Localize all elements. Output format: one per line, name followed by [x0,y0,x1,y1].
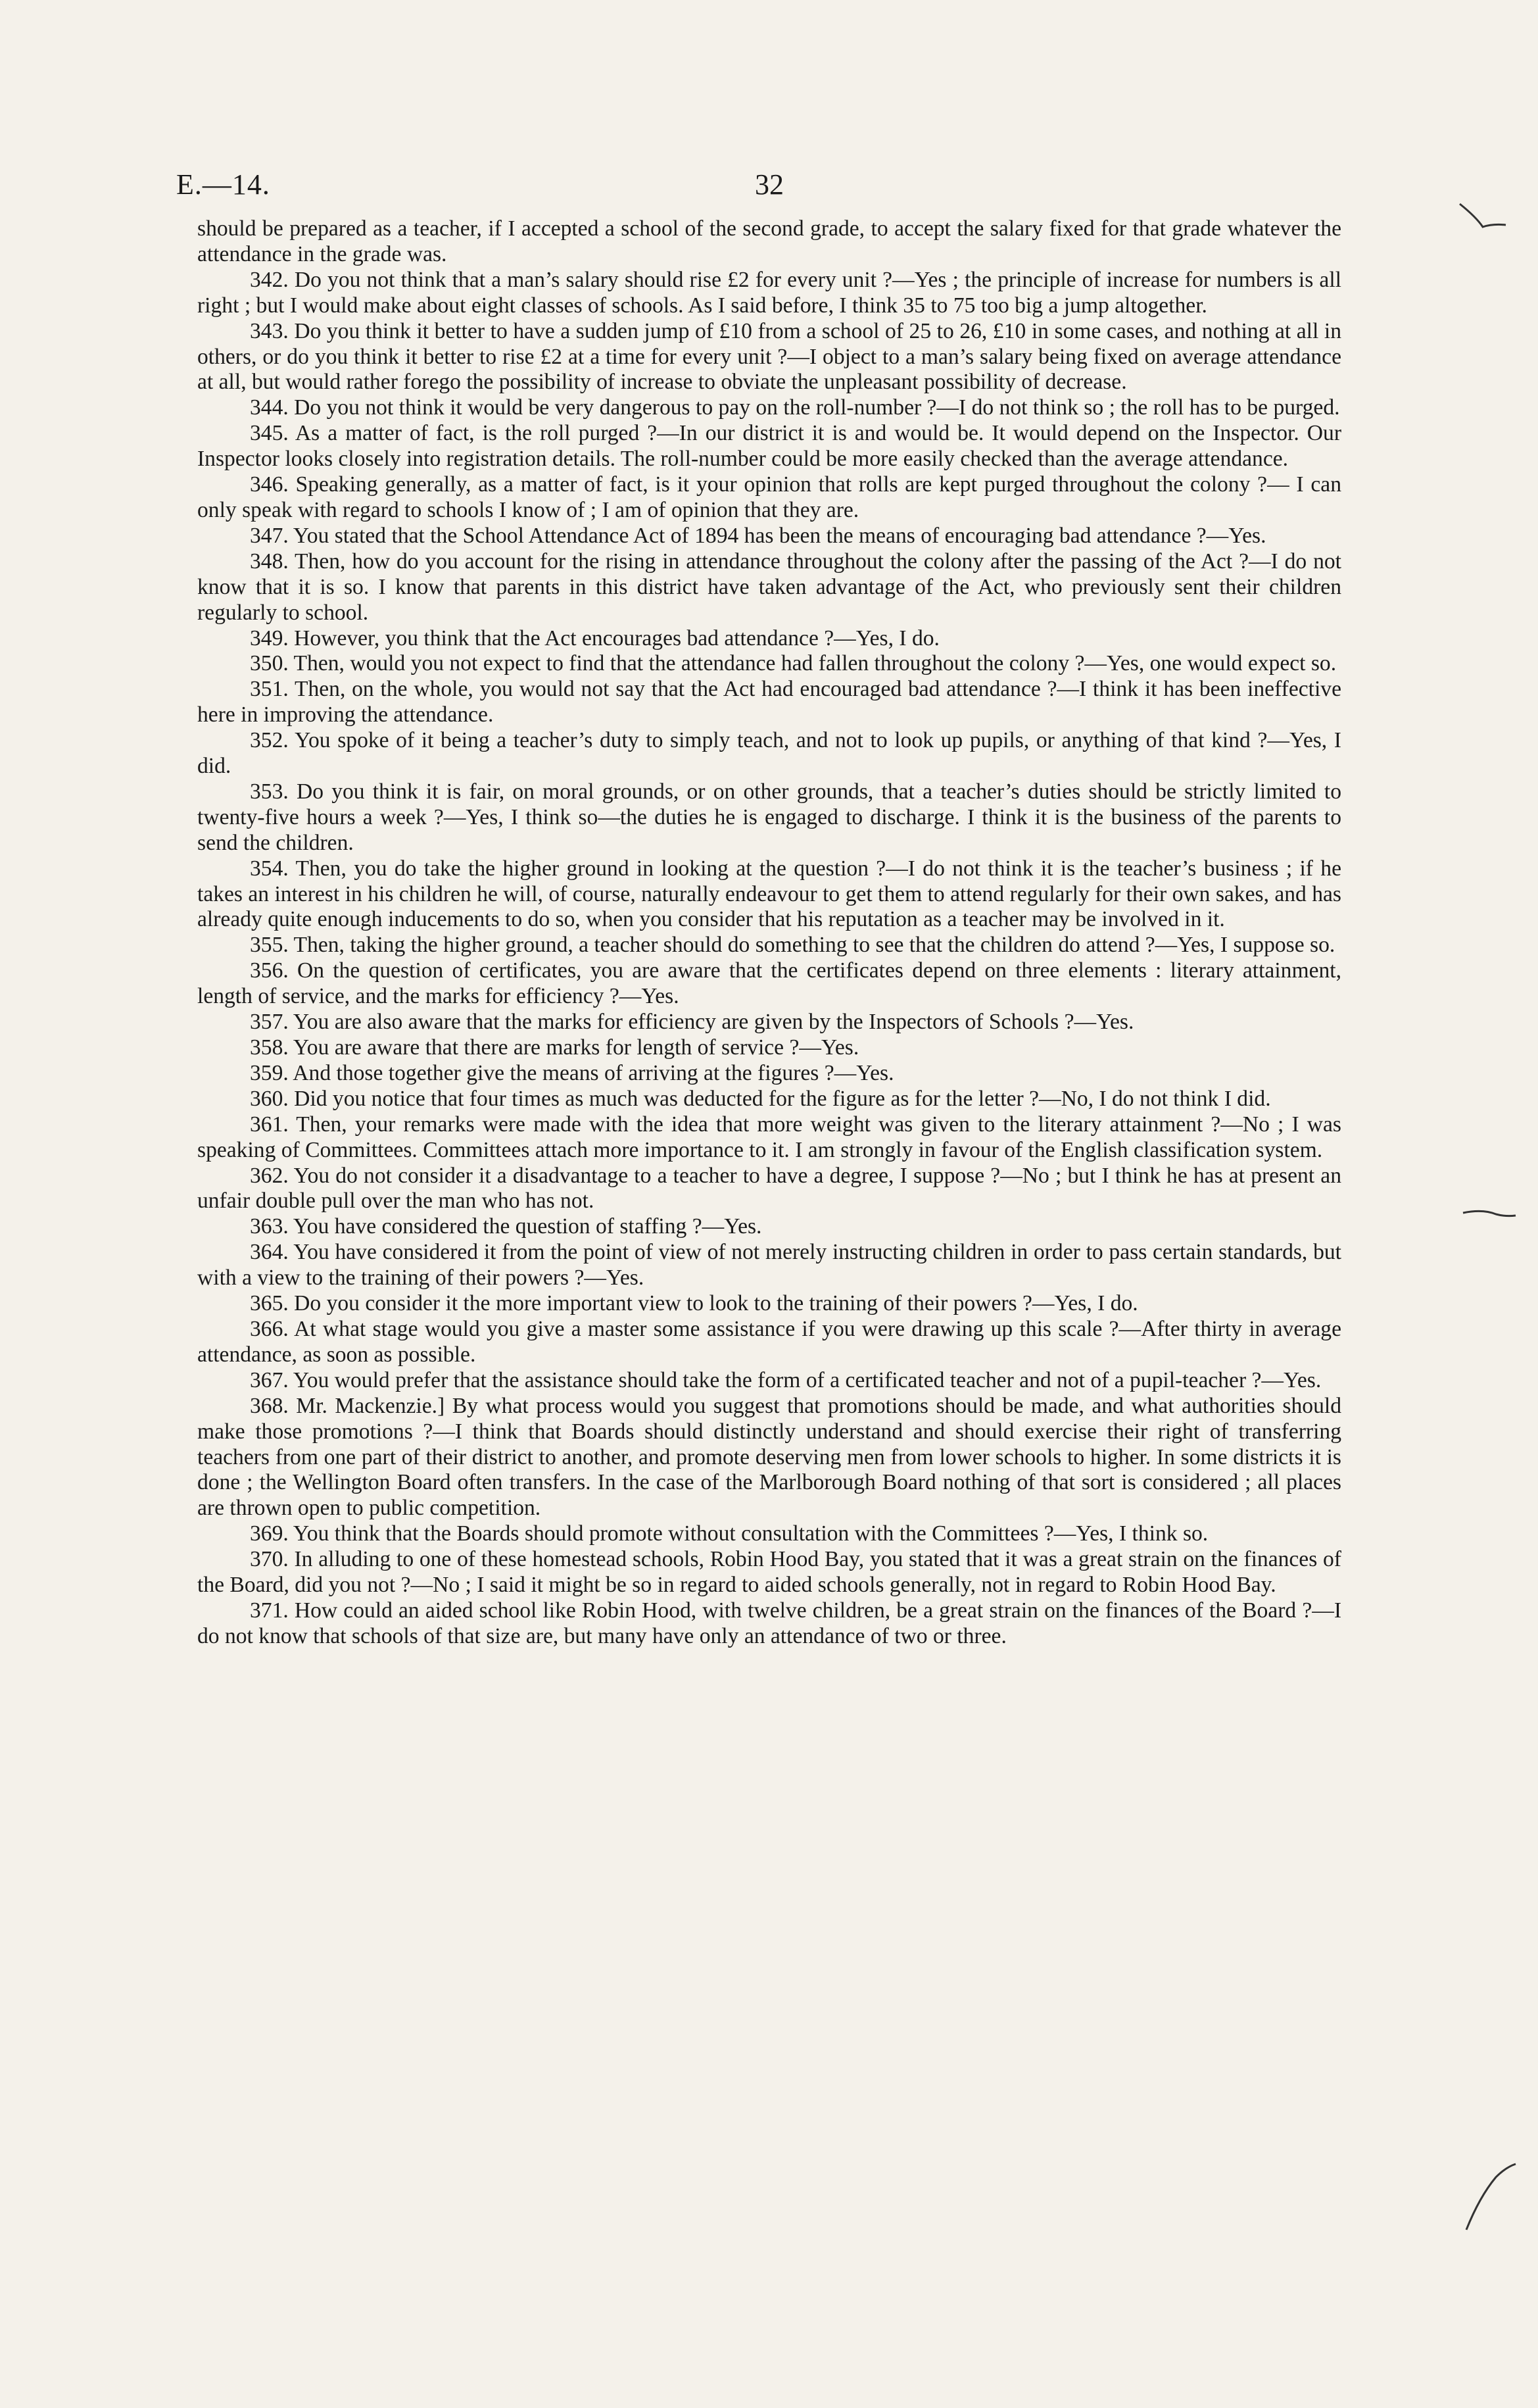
question-371: 371. How could an aided school like Robin Hood, with twelve children, be a great strain on the finances of the Board ?—I do not know that schools of that size are, but many have only an attendance of two or three. [197,1598,1341,1648]
question-344: 344. Do you not think it would be very dangerous to pay on the roll-number ?—I do not think so ; the roll has to be purged. [250,395,1340,420]
question-362: 362. You do not consider it a disadvantage to a teacher to have a degree, I suppose ?—No ; but I think he has at present an unfair double pull over the man who has not. [197,1163,1341,1214]
question-357: 357. You are also aware that the marks for efficiency are given by the Inspectors of Schools ?—Yes. [250,1010,1134,1035]
question-364: 364. You have considered it from the point of view of not merely instructing children in order to pass certain standards, but with a view to the training of their powers ?—Yes. [197,1240,1341,1290]
question-353: 353. Do you think it is fair, on moral grounds, or on other grounds, that a teacher’s duties should be strictly limited to twenty-five hours a week ?—Yes, I think so—the duties he is engaged to discharge. I think it is the business of the parents to send the children. [197,779,1341,855]
question-342: 342. Do you not think that a man’s salary should rise £2 for every unit ?—Yes ; the principle of increase for numbers is all right ; but I would make about eight classes of schools. As I said before, I think 35 to 75 too big a jump altogether. [197,267,1341,318]
margin-mark-top [1456,197,1509,243]
question-367: 367. You would prefer that the assistance should take the form of a certificated teacher and not of a pupil-teacher ?—Yes. [250,1367,1322,1392]
document-reference: E.—14. [176,168,270,201]
question-365: 365. Do you consider it the more important view to look to the training of their powers ?—Yes, I do. [250,1291,1138,1316]
document-page [176,168,1341,1650]
question-354: 354. Then, you do take the higher ground in looking at the question ?—I do not think it is the teacher’s business ; if he takes an interest in his children he will, of course, naturally endeavour to get them to attend regularly for their own sakes, and has already quite enough inducements to do so, when you consider that his reputation as a teacher may be involved in it. [197,856,1341,932]
question-347: 347. You stated that the School Attendance Act of 1894 has been the means of encouraging bad attendance ?—Yes. [250,523,1266,548]
question-343: 343. Do you think it better to have a sudden jump of £10 from a school of 25 to 26, £10 in some cases, and nothing at all in others, or do you think it better to rise £2 at a time for every unit ?—I object to a man’s salary being fixed on average attendance at all, but would rather forego the possibility of increase to obviate the unpleasant possibility of decrease. [197,318,1341,395]
question-361: 361. Then, your remarks were made with the idea that more weight was given to the literary attainment ?—No ; I was speaking of Committees. Committees attach more importance to it. I am strongly in favour of the English classification system. [197,1112,1341,1162]
question-348: 348. Then, how do you account for the rising in attendance throughout the colony after the passing of the Act ?—I do not know that it is so. I know that parents in this district have taken advantage of the Act, who previously sent their children regularly to school. [197,549,1341,625]
continuation-paragraph: should be prepared as a teacher, if I accepted a school of the second grade, to accept the salary fixed for that grade whatever the attendance in the grade was. [197,216,1341,266]
question-356: 356. On the question of certificates, you are aware that the certificates depend on three elements : literary attainment, length of service, and the marks for efficiency ?—Yes. [197,958,1341,1009]
document-body [197,216,1341,1650]
question-366: 366. At what stage would you give a master some assistance if you were drawing up this scale ?—After thirty in average attendance, as soon as possible. [197,1316,1341,1367]
question-352: 352. You spoke of it being a teacher’s duty to simply teach, and not to look up pupils, or anything of that kind ?—Yes, I did. [197,728,1341,779]
question-346: 346. Speaking generally, as a matter of fact, is it your opinion that rolls are kept purged throughout the colony ?— I can only speak with regard to schools I know of ; I am of opinion that they are. [197,472,1341,522]
question-345: 345. As a matter of fact, is the roll purged ?—In our district it is and would be. It would depend on the Inspector. Our Inspector looks closely into registration details. The roll-number could be more easily checked than the average attendance. [197,421,1341,472]
question-363: 363. You have considered the question of staffing ?—Yes. [250,1214,762,1239]
question-349: 349. However, you think that the Act encourages bad attendance ?—Yes, I do. [250,626,940,651]
question-359: 359. And those together give the means of arriving at the figures ?—Yes. [250,1060,894,1085]
question-355: 355. Then, taking the higher ground, a teacher should do something to see that the children do attend ?—Yes, I suppose so. [250,933,1335,958]
page-number: 32 [755,168,784,201]
page-header [176,168,1341,207]
question-350: 350. Then, would you not expect to find that the attendance had fallen throughout the colony ?—Yes, one would expect so. [250,651,1337,676]
margin-mark-middle [1460,1204,1519,1223]
question-358: 358. You are aware that there are marks for length of service ?—Yes. [250,1035,859,1060]
question-368: 368. Mr. Mackenzie.] By what process would you suggest that promotions should be made, and what authorities should make those promotions ?—I think that Boards should distinctly understand and should exercise their right of transferring teachers from one part of their district to another, and promote deserving men from lower schools to higher. In some districts it is done ; the Wellington Board often transfers. In the case of the Marlborough Board nothing of that sort is considered ; all places are thrown open to public competition. [197,1393,1341,1521]
question-360: 360. Did you notice that four times as much was deducted for the figure as for the letter ?—No, I do not think I did. [250,1086,1271,1111]
margin-mark-bottom [1460,2157,1519,2236]
question-370: 370. In alluding to one of these homestead schools, Robin Hood Bay, you stated that it was a great strain on the finances of the Board, did you not ?—No ; I said it might be so in regard to aided schools generally, not in regard to Robin Hood Bay. [197,1547,1341,1598]
question-369: 369. You think that the Boards should promote without consultation with the Committees ?—Yes, I think so. [250,1521,1209,1546]
question-351: 351. Then, on the whole, you would not say that the Act had encouraged bad attendance ?—I think it has been ineffective here in improving the attendance. [197,677,1341,727]
